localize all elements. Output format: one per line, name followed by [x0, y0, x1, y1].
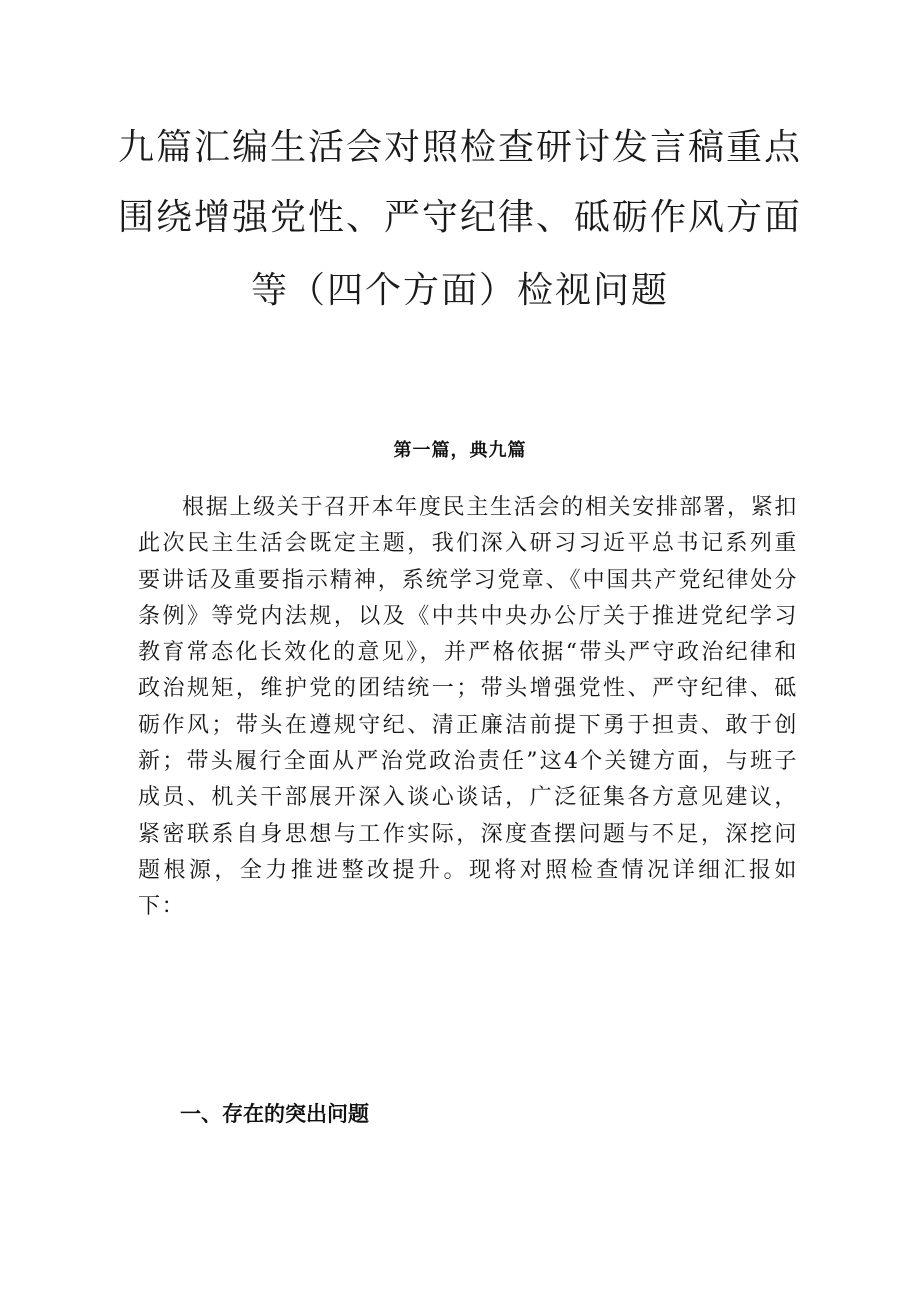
- document-title-line-2: 围绕增强党性、严守纪律、砥砺作风方面: [117, 197, 802, 238]
- section-heading: 一、存在的突出问题: [180, 1102, 369, 1126]
- document-title-line-3: 等（四个方面）检视问题: [250, 270, 669, 311]
- intro-paragraph: 根据上级关于召开本年度民主生活会的相关安排部署，紧扣此次民主生活会既定主题，我们深入研习习近平总书记系列重要讲话及重要指示精神，系统学习党章、《中国共产党纪律处分条例》等党内法规，以及《中共中央办公厅关于推进党纪学习教育常态化长效化的意见》，并严格依据“带头严守政治纪律和政治规矩，维护党的团结统一；带头增强党性、严守纪律、砥砺作风；带头在遵规守纪、清正廉洁前提下勇于担责、敢于创新；带头履行全面从严治党政治责任”这4个关键方面，与班子成员、机关干部展开深入谈心谈话，广泛征集各方意见建议，紧密联系自身思想与工作实际，深度查摆问题与不足，深挖问题根源，全力推进整改提升。现将对照检查情况详细汇报如下：: [138, 495, 798, 920]
- document-title-line-1: 九篇汇编生活会对照检查研讨发言稿重点: [117, 127, 802, 168]
- document-subtitle: 第一篇，典九篇: [393, 440, 527, 461]
